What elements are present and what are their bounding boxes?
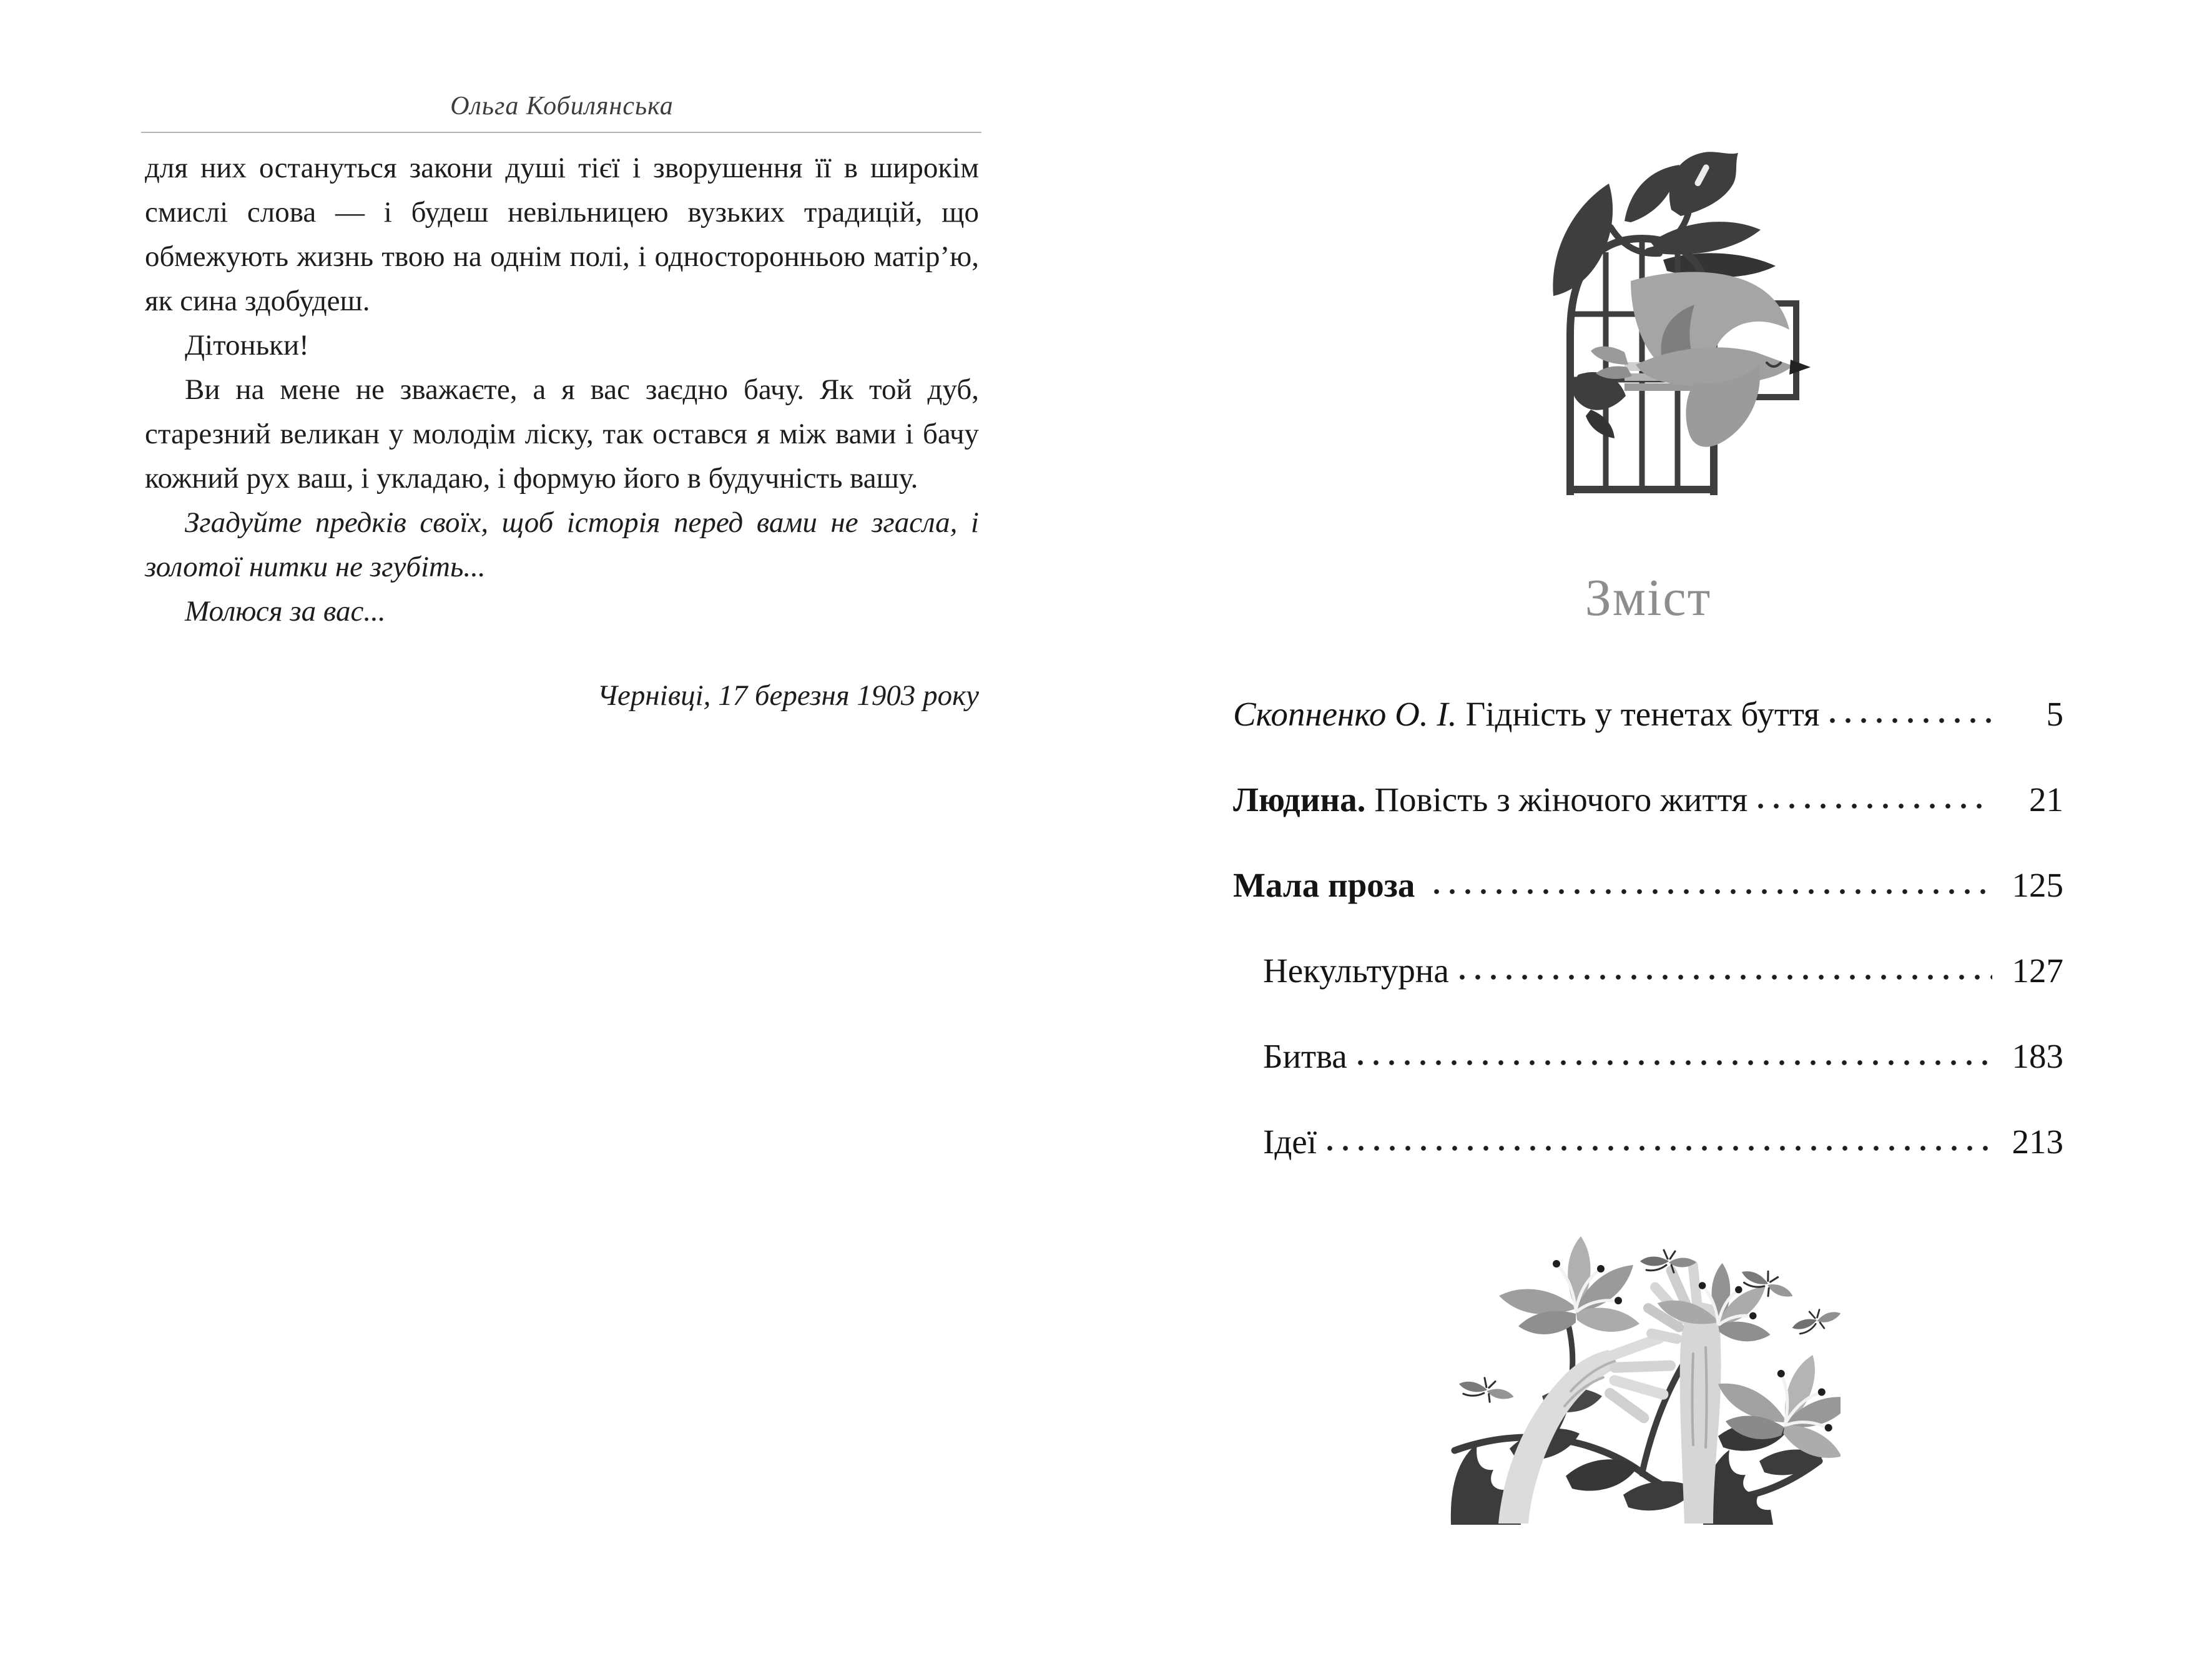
bird-cage-illustration — [1531, 147, 1823, 498]
running-head-author: Ольга Кобилянська — [450, 92, 674, 121]
toc-entry-lead: Людина. — [1233, 780, 1366, 819]
dot-leader — [1433, 889, 1992, 895]
paragraph: Ви на мене не зважаєте, а я вас заєдно бачу. Як той дуб, старезний великан у молодім ліску, так остався я між вами і бачу кожний рух ваш, і укладаю, і формую його в будучність вашу. — [145, 373, 979, 495]
toc-row — [1233, 865, 2063, 951]
toc-page-number: 21 — [2029, 780, 2063, 819]
toc-entry-lead: Скопненко О. І. — [1233, 695, 1457, 733]
dot-leader — [1829, 717, 1992, 724]
dateline: Чернівці, 17 березня 1903 року — [597, 679, 979, 712]
toc-page-number: 127 — [2012, 952, 2063, 990]
toc-title: Зміст — [1585, 569, 1712, 627]
toc-entry-title: Битва — [1263, 1037, 1347, 1075]
dot-leader — [1757, 803, 1992, 809]
paragraph: Молюся за вас... — [185, 595, 386, 628]
dot-leader — [1357, 1060, 1992, 1066]
toc-page-number: 213 — [2012, 1123, 2063, 1161]
toc-page-number: 5 — [2046, 695, 2063, 733]
table-of-contents — [1233, 694, 2063, 1208]
dot-leader — [1327, 1145, 1992, 1151]
toc-page-number: 125 — [2012, 866, 2063, 904]
lily-left — [1499, 1236, 1639, 1341]
toc-entry-title: Ідеї — [1263, 1123, 1317, 1161]
toc-entry-title: Повість з жіночого життя — [1374, 780, 1748, 819]
toc-entry-lead: Мала проза — [1233, 866, 1415, 904]
hands-lilies-illustration — [1436, 1235, 1841, 1529]
toc-entry-title: Гідність у тенетах буття — [1465, 695, 1820, 733]
lily-right — [1704, 1330, 1841, 1472]
dot-leader — [1459, 974, 1992, 980]
body-text-block — [145, 146, 979, 718]
toc-row — [1233, 1122, 2063, 1208]
paragraph: для них остануться закони душі тієї і зворушення її в широкім смислі слова — і будеш невільницею вузьких традицій, що обмежують жизнь твою на однім полі, і односторонньою матір’ю, як сина здобудеш. — [145, 152, 979, 317]
insect — [1789, 1302, 1841, 1337]
insect — [1457, 1373, 1516, 1407]
toc-row — [1233, 1036, 2063, 1122]
paragraph: Згадуйте предків своїх, щоб історія перед вами не згасла, і золотої нитки не згубіть... — [145, 506, 979, 583]
toc-page-number: 183 — [2012, 1037, 2063, 1075]
toc-entry-title: Некультурна — [1263, 952, 1449, 990]
header-rule — [141, 132, 981, 133]
toc-row — [1233, 951, 2063, 1036]
toc-row — [1233, 694, 2063, 780]
toc-row — [1233, 780, 2063, 865]
bird — [1591, 272, 1811, 446]
beak — [1789, 360, 1811, 375]
paragraph: Дітоньки! — [185, 329, 309, 362]
